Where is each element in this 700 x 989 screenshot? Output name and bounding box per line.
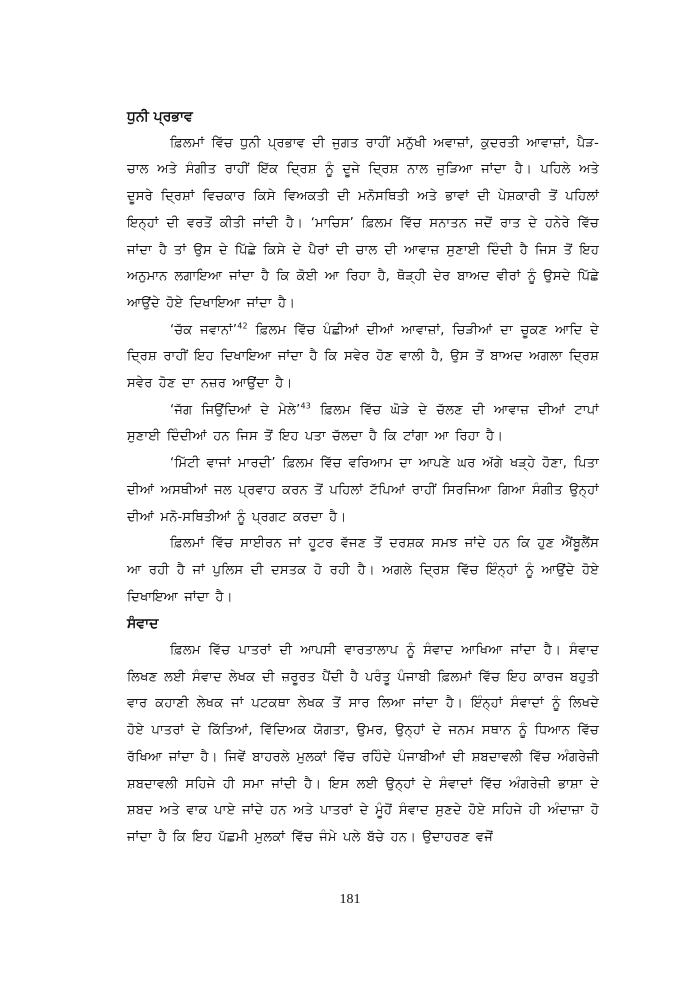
paragraph [127, 318, 599, 398]
paragraph-text: ਫ਼ਿਲਮ ਵਿੱਚ ਘੋੜੇ ਦੇ ਚੱਲਣ ਦੀ ਆਵਾਜ਼ ਦੀਆਂ ਟਾਪਾਂ ਸੁਣਾਈ ਦਿੰਦੀਆਂ ਹਨ ਜਿਸ ਤੋਂ ਇਹ ਪਤਾ ਚੱਲਦਾ ਹੈ ਕਿ ਟਾਂਗਾ ਆ ਰਿਹਾ ਹੈ। [127, 402, 599, 445]
document-page [127, 104, 599, 852]
footnote-ref: 42 [237, 321, 248, 331]
film-title: ‘ਜੱਗ ਜਿਉਂਦਿਆਂ ਦੇ ਮੇਲੇ’ [170, 402, 301, 418]
paragraph: ਫ਼ਿਲਮਾਂ ਵਿੱਚ ਸਾਈਰਨ ਜਾਂ ਹੂਟਰ ਵੱਜਣ ਤੋਂ ਦਰਸ਼ਕ ਸਮਝ ਜਾਂਦੇ ਹਨ ਕਿ ਹੁਣ ਐਂਬੂਲੈਂਸ ਆ ਰਹੀ ਹੈ ਜਾਂ ਪੁਲਿਸ ਦੀ ਦਸਤਕ ਹੋ ਰਹੀ ਹੈ। ਅਗਲੇ ਦ੍ਰਿਸ਼ ਵਿੱਚ ਇੰਨ੍ਹਾਂ ਨੂੰ ਆਉਂਦੇ ਹੋਏ ਦਿਖਾਇਆ ਜਾਂਦਾ ਹੈ। [127, 536, 599, 605]
footnote-ref: 43 [300, 401, 312, 411]
paragraph: ‘ਮਿੱਟੀ ਵਾਜਾਂ ਮਾਰਦੀ’ ਫ਼ਿਲਮ ਵਿੱਚ ਵਰਿਆਮ ਦਾ ਆਪਣੇ ਘਰ ਅੱਗੇ ਖੜ੍ਹੇ ਹੋਣਾ, ਪਿਤਾ ਦੀਆਂ ਅਸਥੀਆਂ ਜਲ ਪ੍ਰਵਾਹ ਕਰਨ ਤੋਂ ਪਹਿਲਾਂ ਟੱਪਿਆਂ ਰਾਹੀਂ ਸਿਰਜਿਆ ਗਿਆ ਸੰਗੀਤ ਉਨ੍ਹਾਂ ਦੀਆਂ ਮਨੋ-ਸਥਿਤੀਆਂ ਨੂੰ ਪ੍ਰਗਟ ਕਰਦਾ ਹੈ। [127, 456, 599, 525]
paragraph: ਫ਼ਿਲਮਾਂ ਵਿੱਚ ਧੁਨੀ ਪ੍ਰਭਾਵ ਦੀ ਜੁਗਤ ਰਾਹੀਂ ਮਨੁੱਖੀ ਅਵਾਜ਼ਾਂ, ਕੁਦਰਤੀ ਆਵਾਜ਼ਾਂ, ਪੈੜ-ਚਾਲ ਅਤੇ ਸੰਗੀਤ ਰਾਹੀਂ ਇੱਕ ਦ੍ਰਿਸ਼ ਨੂੰ ਦੂਜੇ ਦ੍ਰਿਸ਼ ਨਾਲ ਜੁੜਿਆ ਜਾਂਦਾ ਹੈ। ਪਹਿਲੇ ਅਤੇ ਦੂਸਰੇ ਦ੍ਰਿਸ਼ਾਂ ਵਿਚਕਾਰ ਕਿਸੇ ਵਿਅਕਤੀ ਦੀ ਮਨੋਸਥਿਤੀ ਅਤੇ ਭਾਵਾਂ ਦੀ ਪੇਸ਼ਕਾਰੀ ਤੋਂ ਪਹਿਲਾਂ ਇਨ੍ਹਾਂ ਦੀ ਵਰਤੋਂ ਕੀਤੀ ਜਾਂਦੀ ਹੈ। ‘ਮਾਚਿਸ’ ਫ਼ਿਲਮ ਵਿੱਚ ਸਨਾਤਨ ਜਦੋਂ ਰਾਤ ਦੇ ਹਨੇਰੇ ਵਿੱਚ ਜਾਂਦਾ ਹੈ ਤਾਂ ਉਸ ਦੇ ਪਿੱਛੇ ਕਿਸੇ ਦੇ ਪੈਰਾਂ ਦੀ ਚਾਲ ਦੀ ਆਵਾਜ਼ ਸੁਣਾਈ ਦਿੰਦੀ ਹੈ ਜਿਸ ਤੋਂ ਇਹ ਅਨੁਮਾਨ ਲਗਾਇਆ ਜਾਂਦਾ ਹੈ ਕਿ ਕੋਈ ਆ ਰਿਹਾ ਹੈ, ਥੋੜ੍ਹੀ ਦੇਰ ਬਾਅਦ ਵੀਰਾਂ ਨੂੰ ਉਸਦੇ ਪਿੱਛੇ ਆਉਂਦੇ ਹੋਏ ਦਿਖਾਇਆ ਜਾਂਦਾ ਹੈ। [127, 135, 599, 311]
paragraph: ਫ਼ਿਲਮ ਵਿੱਚ ਪਾਤਰਾਂ ਦੀ ਆਪਸੀ ਵਾਰਤਾਲਾਪ ਨੂੰ ਸੰਵਾਦ ਆਖਿਆ ਜਾਂਦਾ ਹੈ। ਸੰਵਾਦ ਲਿਖਣ ਲਈ ਸੰਵਾਦ ਲੇਖਕ ਦੀ ਜ਼ਰੂਰਤ ਪੈਂਦੀ ਹੈ ਪਰੰਤੂ ਪੰਜਾਬੀ ਫ਼ਿਲਮਾਂ ਵਿੱਚ ਇਹ ਕਾਰਜ ਬਹੁਤੀ ਵਾਰ ਕਹਾਣੀ ਲੇਖਕ ਜਾਂ ਪਟਕਥਾ ਲੇਖਕ ਤੋਂ ਸਾਰ ਲਿਆ ਜਾਂਦਾ ਹੈ। ਇੰਨ੍ਹਾਂ ਸੰਵਾਦਾਂ ਨੂੰ ਲਿਖਦੇ ਹੋਏ ਪਾਤਰਾਂ ਦੇ ਕਿੱਤਿਆਂ, ਵਿੱਦਿਅਕ ਯੋਗਤਾ, ਉਮਰ, ਉਨ੍ਹਾਂ ਦੇ ਜਨਮ ਸਥਾਨ ਨੂੰ ਧਿਆਨ ਵਿੱਚ ਰੱਖਿਆ ਜਾਂਦਾ ਹੈ। ਜਿਵੇਂ ਬਾਹਰਲੇ ਮੁਲਕਾਂ ਵਿੱਚ ਰਹਿੰਦੇ ਪੰਜਾਬੀਆਂ ਦੀ ਸ਼ਬਦਾਵਲੀ ਵਿੱਚ ਅੰਗਰੇਜ਼ੀ ਸ਼ਬਦਾਵਲੀ ਸਹਿਜੇ ਹੀ ਸਮਾ ਜਾਂਦੀ ਹੈ। ਇਸ ਲਈ ਉਨ੍ਹਾਂ ਦੇ ਸੰਵਾਦਾਂ ਵਿੱਚ ਅੰਗਰੇਜ਼ੀ ਭਾਸ਼ਾ ਦੇ ਸ਼ਬਦ ਅਤੇ ਵਾਕ ਪਾਏ ਜਾਂਦੇ ਹਨ ਅਤੇ ਪਾਤਰਾਂ ਦੇ ਮੂੰਹੋਂ ਸੰਵਾਦ ਸੁਣਦੇ ਹੋਏ ਸਹਿਜੇ ਹੀ ਅੰਦਾਜ਼ਾ ਹੋ ਜਾਂਦਾ ਹੈ ਕਿ ਇਹ ਪੱਛਮੀ ਮੁਲਕਾਂ ਵਿੱਚ ਜੰਮੇ ਪਲੇ ਬੱਚੇ ਹਨ। ਉਦਾਹਰਣ ਵਜੋਂ [127, 643, 599, 845]
section-heading-dialogue: ਸੰਵਾਦ [127, 616, 159, 633]
paragraph-text: ਫ਼ਿਲਮ ਵਿੱਚ ਪੰਛੀਆਂ ਦੀਆਂ ਆਵਾਜ਼ਾਂ, ਚਿੜੀਆਂ ਦਾ ਚੂਕਣ ਆਦਿ ਦੇ ਦ੍ਰਿਸ਼ ਰਾਹੀਂ ਇਹ ਦਿਖਾਇਆ ਜਾਂਦਾ ਹੈ ਕਿ ਸਵੇਰ ਹੋਣ ਵਾਲੀ ਹੈ, ਉਸ ਤੋਂ ਬਾਅਦ ਅਗਲਾ ਦ੍ਰਿਸ਼ ਸਵੇਰ ਹੋਣ ਦਾ ਨਜ਼ਰ ਆਉਂਦਾ ਹੈ। [127, 322, 599, 392]
section-heading-sound-effects: ਧੁਨੀ ਪ੍ਰਭਾਵ [127, 109, 193, 125]
page-number: 181 [339, 892, 361, 907]
paragraph [127, 398, 599, 451]
film-title: ‘ਚੱਕ ਜਵਾਨਾਂ’ [170, 322, 238, 338]
